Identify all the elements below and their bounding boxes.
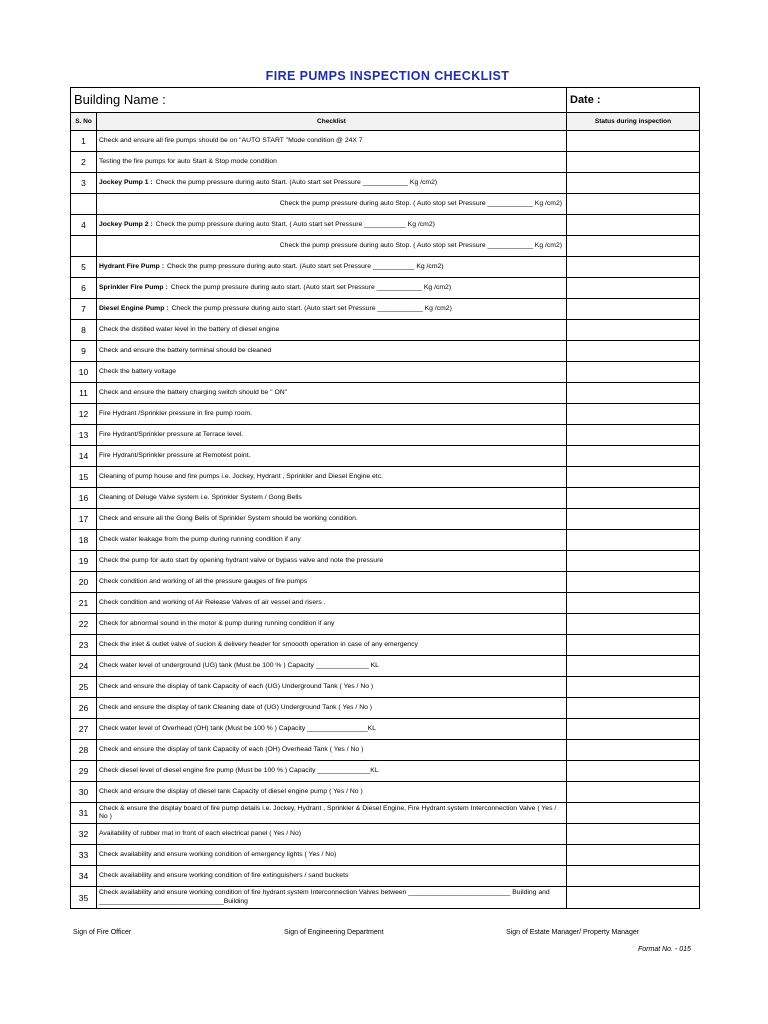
table-row: [71, 761, 699, 782]
table-row: [71, 572, 699, 593]
checklist-item: [97, 173, 567, 193]
row-number: 24: [71, 656, 97, 676]
checklist-item-text: Cleaning of Deluge Valve system i.e. Sprinkler System / Gong Bells: [99, 493, 302, 501]
checklist-item-text: Check & ensure the display board of fire pump details i.e. Jockey, Hydrant , Sprinkler & Diesel Engine, Fire Hydrant system Interconnection Valve ( Yes / No ): [99, 804, 557, 820]
checklist-item-text: Availability of rubber mat in front of each electrical panel ( Yes / No): [99, 829, 301, 837]
status-cell[interactable]: [567, 677, 699, 697]
format-number: Format No. - 015: [638, 946, 691, 953]
table-row: [71, 467, 699, 488]
row-number: 19: [71, 551, 97, 571]
table-row: [71, 614, 699, 635]
checklist-item: [97, 257, 567, 277]
row-number: [71, 236, 97, 256]
row-number: 4: [71, 215, 97, 235]
table-row: [71, 131, 699, 152]
status-cell[interactable]: [567, 383, 699, 403]
table-row: [71, 446, 699, 467]
status-cell[interactable]: [567, 551, 699, 571]
status-cell[interactable]: [567, 656, 699, 676]
checklist-item: [97, 152, 567, 172]
status-cell[interactable]: [567, 740, 699, 760]
checklist-item-text: Check the pump pressure during auto Start. (Auto start set Pressure ____________ Kg /cm2): [155, 178, 438, 186]
checklist-item: [97, 572, 567, 592]
checklist-item: [97, 698, 567, 718]
row-number: 15: [71, 467, 97, 487]
checklist-item-text: Check and ensure the display of tank Capacity of each (UG) Underground Tank ( Yes / No ): [99, 682, 374, 690]
table-row: [71, 257, 699, 278]
status-cell[interactable]: [567, 866, 699, 886]
checklist-table: [70, 87, 700, 909]
checklist-item-text: Cleaning of pump house and fire pumps i.e. Jockey, Hydrant , Sprinkler and Diesel Engine etc.: [99, 472, 383, 480]
row-number: 35: [71, 887, 97, 908]
status-cell[interactable]: [567, 278, 699, 298]
row-number: 28: [71, 740, 97, 760]
table-row: [71, 425, 699, 446]
checklist-item: [97, 131, 567, 151]
row-number: 22: [71, 614, 97, 634]
table-row: [71, 299, 699, 320]
status-cell[interactable]: [567, 404, 699, 424]
status-cell[interactable]: [567, 215, 699, 235]
checklist-item-text: Check water leakage from the pump during running condition if any: [99, 535, 301, 543]
row-number: 8: [71, 320, 97, 340]
checklist-item: [97, 530, 567, 550]
checklist-item-label: Hydrant Fire Pump :: [99, 262, 164, 270]
status-cell[interactable]: [567, 635, 699, 655]
status-cell[interactable]: [567, 341, 699, 361]
table-row: [71, 278, 699, 299]
status-cell[interactable]: [567, 320, 699, 340]
checklist-item: [97, 740, 567, 760]
status-cell[interactable]: [567, 572, 699, 592]
checklist-item-text: Check the pump pressure during auto start. (Auto start set Pressure ____________ Kg /cm2): [170, 283, 452, 291]
status-cell[interactable]: [567, 425, 699, 445]
checklist-item-label: Diesel Engine Pump :: [99, 304, 169, 312]
checklist-item: [97, 278, 567, 298]
checklist-item: [97, 614, 567, 634]
table-body: [71, 131, 699, 908]
status-cell[interactable]: [567, 509, 699, 529]
checklist-item: [97, 719, 567, 739]
checklist-item: [97, 782, 567, 802]
row-number: 9: [71, 341, 97, 361]
checklist-item: [97, 362, 567, 382]
checklist-item: [97, 824, 567, 844]
sign-fire-officer: Sign of Fire Officer: [73, 929, 132, 936]
checklist-item-text: Fire Hydrant/Sprinkler pressure at Terrace level.: [99, 430, 244, 438]
checklist-item-text: Check the pump pressure during auto start. (Auto start set Pressure ___________ Kg /cm2): [166, 262, 444, 270]
checklist-item: [97, 677, 567, 697]
checklist-item: [97, 215, 567, 235]
table-row: [71, 593, 699, 614]
table-row: [71, 152, 699, 173]
checklist-item-text: Check condition and working of Air Release Valves of air vessel and risers .: [99, 598, 326, 606]
checklist-item: [97, 320, 567, 340]
status-cell[interactable]: [567, 446, 699, 466]
checklist-item: [97, 341, 567, 361]
checklist-item-text: Check and ensure the display of diesel tank Capacity of diesel engine pump ( Yes / No ): [99, 787, 363, 795]
table-row: [71, 488, 699, 509]
checklist-item-text: Check water level of Overhead (OH) tank (Must be 100 % ) Capacity ________________KL: [99, 724, 376, 732]
table-row: [71, 677, 699, 698]
column-header-sno: S. No: [71, 113, 97, 130]
row-number: 23: [71, 635, 97, 655]
row-number: 29: [71, 761, 97, 781]
status-cell[interactable]: [567, 257, 699, 277]
table-row: [71, 509, 699, 530]
status-cell[interactable]: [567, 803, 699, 823]
checklist-item-text: Check availability and ensure working condition of emergency lights ( Yes / No): [99, 850, 337, 858]
table-row: [71, 236, 699, 257]
checklist-item-label: Jockey Pump 2 :: [99, 220, 153, 228]
checklist-item: [97, 845, 567, 865]
status-cell[interactable]: [567, 530, 699, 550]
row-number: 32: [71, 824, 97, 844]
status-cell[interactable]: [567, 173, 699, 193]
sign-engineering: Sign of Engineering Department: [284, 929, 384, 936]
column-header-checklist: Checklist: [97, 113, 567, 130]
table-row: [71, 173, 699, 194]
status-cell[interactable]: [567, 761, 699, 781]
row-number: 11: [71, 383, 97, 403]
table-row: [71, 362, 699, 383]
checklist-item: [97, 236, 567, 256]
row-number: 1: [71, 131, 97, 151]
row-number: 5: [71, 257, 97, 277]
row-number: 31: [71, 803, 97, 823]
checklist-item-text: Check and ensure the battery charging switch should be " ON": [99, 388, 288, 396]
checklist-item-text: Check and ensure all the Gong Bells of Sprinkler System should be working condition.: [99, 514, 358, 522]
table-row: [71, 656, 699, 677]
sign-estate-manager: Sign of Estate Manager/ Property Manager: [506, 929, 640, 936]
checklist-item-text: Check the pump pressure during auto Stop. ( Auto stop set Pressure ____________ Kg /cm2): [279, 241, 562, 249]
checklist-item-text: Check and ensure the battery terminal should be cleaned: [99, 346, 272, 354]
status-cell[interactable]: [567, 614, 699, 634]
checklist-item-text: Check availability and ensure working condition of fire hydrant system Interconnection Valves between ___________________________ Building and _________________________________Building: [99, 889, 550, 905]
row-number: 12: [71, 404, 97, 424]
status-cell[interactable]: [567, 152, 699, 172]
table-row: [71, 740, 699, 761]
row-number: 21: [71, 593, 97, 613]
checklist-item: [97, 593, 567, 613]
checklist-item-text: Fire Hydrant /Sprinkler pressure in fire pump room.: [99, 409, 252, 417]
status-cell[interactable]: [567, 362, 699, 382]
table-row: [71, 320, 699, 341]
row-number: 34: [71, 866, 97, 886]
column-header-status: Status during inspection: [594, 118, 672, 125]
checklist-item: [97, 404, 567, 424]
checklist-item: [97, 194, 567, 214]
table-row: [71, 215, 699, 236]
status-cell[interactable]: [567, 194, 699, 214]
table-row: [71, 803, 699, 824]
checklist-item-text: Check the inlet & outlet valve of sucion & delivery header for smoooth operation in case of any emergency: [99, 640, 418, 648]
checklist-item-text: Check the distilled water level in the battery of diesel engine: [99, 325, 280, 333]
checklist-item-text: Check water level of underground (UG) tank (Must be 100 % ) Capacity ______________ KL: [99, 661, 379, 669]
row-number: 10: [71, 362, 97, 382]
status-cell[interactable]: [567, 299, 699, 319]
checklist-item: [97, 656, 567, 676]
row-number: 2: [71, 152, 97, 172]
checklist-item-label: Jockey Pump 1 :: [99, 178, 153, 186]
table-row: [71, 635, 699, 656]
status-cell[interactable]: [567, 824, 699, 844]
table-row: [71, 530, 699, 551]
table-header: [71, 88, 699, 113]
row-number: 30: [71, 782, 97, 802]
checklist-item: [97, 866, 567, 886]
status-cell[interactable]: [567, 719, 699, 739]
checklist-item-text: Check and ensure the display of tank Cleaning date of (UG) Underground Tank ( Yes / No ): [99, 703, 373, 711]
row-number: 13: [71, 425, 97, 445]
checklist-item: [97, 803, 567, 823]
checklist-item-text: Check for abnormal sound in the motor & pump during running condition if any: [99, 619, 335, 627]
checklist-item-text: Fire Hydrant/Sprinkler pressure at Remotest point.: [99, 451, 251, 459]
checklist-item: [97, 488, 567, 508]
page-title: FIRE PUMPS INSPECTION CHECKLIST: [265, 69, 510, 83]
status-cell[interactable]: [567, 698, 699, 718]
row-number: 6: [71, 278, 97, 298]
table-row: [71, 551, 699, 572]
checklist-item-label: Sprinkler Fire Pump :: [99, 283, 168, 291]
checklist-item-text: Check condition and working of all the pressure gauges of fire pumps: [99, 577, 308, 585]
checklist-item-text: Check availability and ensure working condition of fire extinguishers / sand buckets: [99, 871, 349, 879]
checklist-item: [97, 887, 567, 908]
status-cell[interactable]: [567, 782, 699, 802]
row-number: 20: [71, 572, 97, 592]
status-cell[interactable]: [567, 131, 699, 151]
checklist-item-text: Check the pump pressure during auto start. (Auto start set Pressure ____________ Kg /cm2): [171, 304, 452, 312]
checklist-item: [97, 425, 567, 445]
checklist-item-text: Testing the fire pumps for auto Start & Stop mode condition: [99, 157, 277, 165]
row-number: 26: [71, 698, 97, 718]
date-field[interactable]: Date :: [570, 94, 601, 106]
table-row: [71, 194, 699, 215]
table-row: [71, 341, 699, 362]
row-number: 25: [71, 677, 97, 697]
checklist-item-text: Check and ensure the display of tank Capacity of each (OH) Overhead Tank ( Yes / No ): [99, 745, 364, 753]
checklist-item: [97, 446, 567, 466]
row-number: 17: [71, 509, 97, 529]
table-row: [71, 824, 699, 845]
table-row: [71, 845, 699, 866]
row-number: 33: [71, 845, 97, 865]
table-row: [71, 782, 699, 803]
row-number: 27: [71, 719, 97, 739]
checklist-item: [97, 299, 567, 319]
checklist-item-text: Check the pump pressure during auto Start. ( Auto start set Pressure ___________ Kg /cm2): [155, 220, 435, 228]
checklist-item-text: Check the pump for auto start by opening hydrant valve or bypass valve and note the pressure: [99, 556, 384, 564]
table-row: [71, 719, 699, 740]
table-row: [71, 698, 699, 719]
table-row: [71, 383, 699, 404]
table-row: [71, 887, 699, 908]
checklist-item: [97, 551, 567, 571]
status-cell[interactable]: [567, 593, 699, 613]
column-headers: [71, 113, 699, 131]
building-name-field[interactable]: Building Name :: [71, 88, 567, 112]
status-cell[interactable]: [567, 488, 699, 508]
status-cell[interactable]: [567, 887, 699, 908]
checklist-item: [97, 761, 567, 781]
table-row: [71, 866, 699, 887]
checklist-item-text: Check diesel level of diesel engine fire pump (Must be 100 % ) Capacity ______________KL: [99, 766, 379, 774]
checklist-item-text: Check and ensure all fire pumps should be on "AUTO START "Mode condition @ 24X 7: [99, 136, 363, 144]
table-row: [71, 404, 699, 425]
row-number: 16: [71, 488, 97, 508]
status-cell[interactable]: [567, 845, 699, 865]
checklist-item: [97, 467, 567, 487]
row-number: 3: [71, 173, 97, 193]
row-number: 18: [71, 530, 97, 550]
checklist-item: [97, 509, 567, 529]
checklist-item: [97, 635, 567, 655]
row-number: [71, 194, 97, 214]
row-number: 14: [71, 446, 97, 466]
checklist-item: [97, 383, 567, 403]
checklist-item-text: Check the pump pressure during auto Stop. ( Auto stop set Pressure ____________ Kg /cm2): [279, 199, 562, 207]
status-cell[interactable]: [567, 467, 699, 487]
checklist-item-text: Check the battery voltage: [99, 367, 177, 375]
status-cell[interactable]: [567, 236, 699, 256]
row-number: 7: [71, 299, 97, 319]
